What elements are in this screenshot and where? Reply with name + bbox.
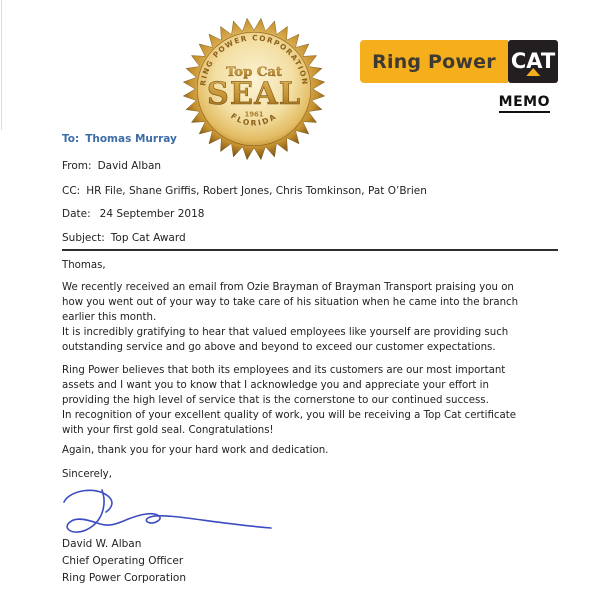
signer-title: Chief Operating Officer — [62, 555, 184, 567]
paragraph-4 — [62, 408, 516, 438]
paragraph-4-line-1: In recognition of your excellent quality of work, you will be receiving a Top Cat certificate — [62, 410, 517, 421]
handwritten-signature — [56, 486, 291, 538]
paragraph-1-line-3: earlier this month. — [62, 312, 157, 323]
field-date-label: Date: — [62, 208, 91, 220]
paragraph-2 — [62, 325, 508, 355]
ring-power-brand-text: Ring Power — [372, 50, 496, 73]
paragraph-3-line-3: providing the high level of service that is the cornerstone to our continued success. — [62, 395, 489, 406]
ring-power-logo — [360, 40, 558, 83]
signer-name: David W. Alban — [62, 538, 142, 550]
signature-stroke — [64, 490, 271, 532]
field-from — [62, 160, 161, 172]
field-subject — [62, 232, 186, 244]
paragraph-3-line-1: Ring Power believes that both its employees and its customers are our most important — [62, 365, 506, 376]
signoff-text: Sincerely, — [62, 469, 112, 480]
subject-divider — [62, 249, 558, 251]
salutation — [62, 258, 106, 273]
top-cat-seal — [183, 18, 325, 160]
paragraph-2-line-2: outstanding service and go above and beyond to exceed our customer expectations. — [62, 342, 496, 353]
seal-line2: SEAL — [206, 76, 302, 113]
paragraph-3-line-2: assets and I want you to know that I acknowledge you and appreciate your effort in — [62, 380, 489, 391]
cat-logo — [508, 40, 558, 83]
field-date — [62, 208, 204, 220]
signature-block — [62, 536, 186, 587]
cat-logo-text: CAT — [510, 49, 556, 73]
paragraph-1 — [62, 280, 518, 325]
field-from-value: David Alban — [97, 160, 162, 172]
seal-bottom-text: FLORIDA — [229, 111, 279, 128]
field-subject-value: Top Cat Award — [110, 232, 186, 244]
field-to-value: Thomas Murray — [85, 133, 177, 145]
closing-line — [62, 443, 328, 458]
field-subject-label: Subject: — [62, 232, 105, 244]
seal-year: 1961 — [244, 110, 264, 119]
memo-heading: MEMO — [499, 94, 550, 113]
seal-line1: Top Cat — [226, 64, 282, 80]
paragraph-1-line-1: We recently received an email from Ozie Brayman of Brayman Transport praising you on — [62, 282, 514, 293]
field-to — [62, 133, 177, 145]
paragraph-4-line-2: with your first gold seal. Congratulations! — [62, 425, 274, 436]
field-date-value: 24 September 2018 — [99, 208, 205, 220]
signer-company: Ring Power Corporation — [62, 572, 186, 584]
paragraph-3 — [62, 363, 505, 408]
field-cc-value: HR File, Shane Griffis, Robert Jones, Chris Tomkinson, Pat O’Brien — [86, 185, 427, 197]
signoff-line — [62, 467, 112, 482]
ring-power-logo-yellow-panel — [360, 40, 508, 83]
cat-triangle-icon — [526, 68, 540, 76]
paragraph-1-line-2: how you went out of your way to take care of his situation when he came into the branch — [62, 297, 519, 308]
seal-rim-text: RING POWER CORPORATION — [198, 33, 310, 87]
field-cc-label: CC: — [62, 185, 81, 197]
field-from-label: From: — [62, 160, 92, 172]
scan-edge-artifact — [1, 0, 2, 130]
closing-text: Again, thank you for your hard work and dedication. — [62, 445, 329, 456]
memo-heading-wrap — [360, 91, 558, 113]
field-cc — [62, 185, 427, 197]
salutation-text: Thomas, — [62, 260, 106, 271]
field-to-label: To: — [62, 133, 80, 145]
paragraph-2-line-1: It is incredibly gratifying to hear that valued employees like yourself are providing such — [62, 327, 509, 338]
